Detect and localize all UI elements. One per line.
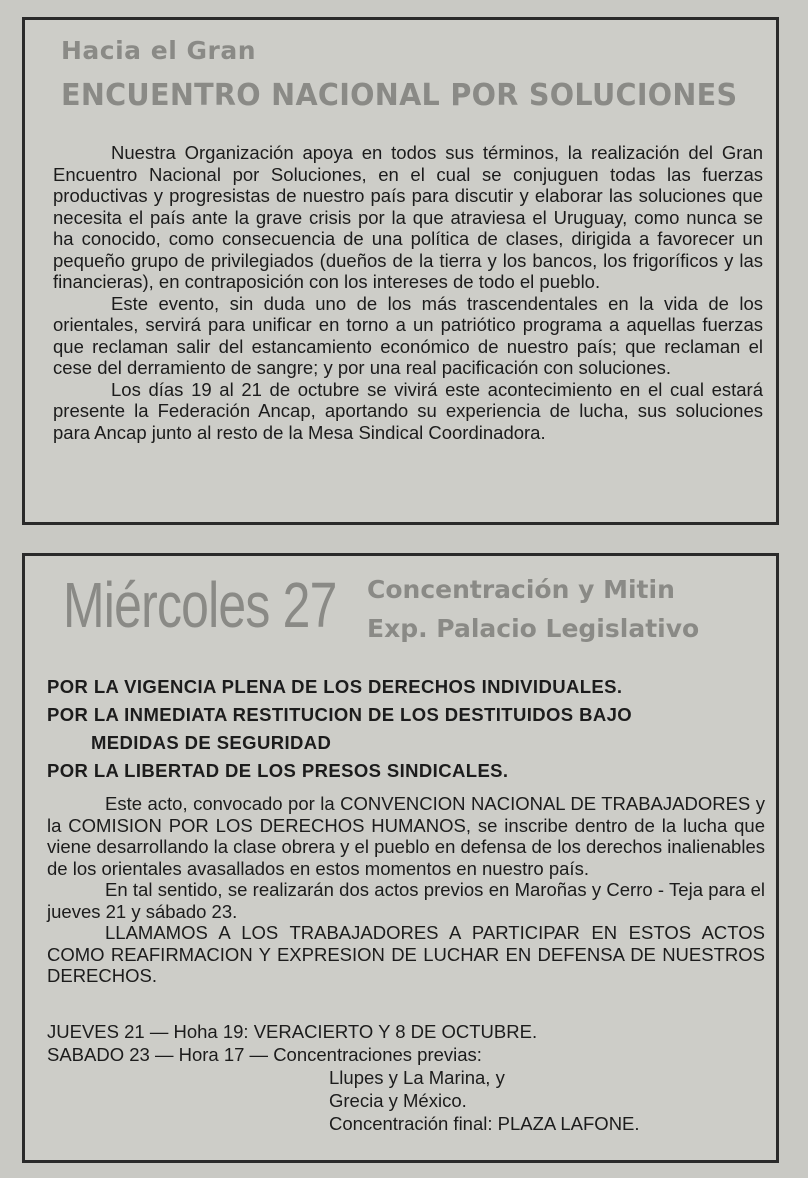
body-paragraph: Nuestra Organización apoya en todos sus términos, la realización del Gran Encuentro Nacional por Soluciones, en el cual se conjuguen todas las fuerzas productivas y progresistas de nuestro país para discutir y elaborar las soluciones que necesita el país ante la grave crisis por la que atraviesa el Uruguay, como nunca se ha conocido, como consecuencia de una política de clases, dirigida a favorecer un pequeño grupo de privilegiados (dueños de la tierra y los bancos, los frigoríficos y las financieras), en contraposición con los intereses de todo el pueblo. (53, 142, 763, 292)
article-encuentro-nacional (22, 17, 779, 525)
article-body (53, 142, 763, 443)
demand-item: POR LA LIBERTAD DE LOS PRESOS SINDICALES. (47, 760, 509, 781)
article-concentracion-mitin (22, 553, 779, 1163)
schedule-final-location: Concentración final: PLAZA LAFONE. (329, 1113, 640, 1134)
schedule-row: JUEVES 21 — Hoha 19: VERACIERTO Y 8 DE OCTUBRE. (47, 1021, 538, 1042)
body-paragraph: LLAMAMOS A LOS TRABAJADORES A PARTICIPAR EN ESTOS ACTOS COMO REAFIRMACION Y EXPRESION DE LUCHAR EN DEFENSA DE NUESTROS DERECHOS. (47, 922, 765, 986)
schedule-location: Llupes y La Marina, y (329, 1067, 505, 1088)
body-paragraph: Este evento, sin duda uno de los más trascendentales en la vida de los orientales, servirá para unificar en torno a un patriótico programa a aquellas fuerzas que reclaman salir del estancamiento económico de nuestro país; que reclaman el cese del derramiento de sangre; y por una real pacificación con soluciones. (53, 292, 763, 378)
event-location-line: Exp. Palacio Legislativo (367, 614, 700, 643)
body-paragraph: En tal sentido, se realizarán dos actos previos en Maroñas y Cerro - Teja para el jueves 21 y sábado 23. (47, 879, 765, 922)
schedule-location: Grecia y México. (329, 1090, 467, 1111)
demand-item: POR LA INMEDIATA RESTITUCION DE LOS DESTITUIDOS BAJO (47, 704, 633, 725)
demands-list (47, 673, 767, 785)
event-title (367, 570, 699, 648)
event-body (47, 793, 765, 987)
demand-item: POR LA VIGENCIA PLENA DE LOS DERECHOS INDIVIDUALES. (47, 676, 623, 697)
schedule-row: SABADO 23 — Hora 17 — Concentraciones previas: (47, 1044, 482, 1065)
article-headline: ENCUENTRO NACIONAL POR SOLUCIONES (61, 78, 738, 113)
demand-item-continuation: MEDIDAS DE SEGURIDAD (91, 732, 332, 753)
body-paragraph: Los días 19 al 21 de octubre se vivirá este acontecimiento en el cual estará presente la Federación Ancap, aportando su experiencia de lucha, sus soluciones para Ancap junto al resto de la Mesa Sindical Coordinadora. (53, 378, 763, 443)
event-date: Miércoles 27 (63, 569, 337, 641)
article-kicker: Hacia el Gran (61, 36, 257, 65)
body-paragraph: Este acto, convocado por la CONVENCION NACIONAL DE TRABAJADORES y la COMISION POR LOS DERECHOS HUMANOS, se inscribe dentro de la lucha que viene desarrollando la clase obrera y el pueblo en defensa de los derechos inalienables de los orientales avasallados en estos momentos en nuestro país. (47, 793, 765, 879)
event-schedule (47, 1020, 767, 1135)
event-title-line: Concentración y Mitin (367, 575, 675, 604)
